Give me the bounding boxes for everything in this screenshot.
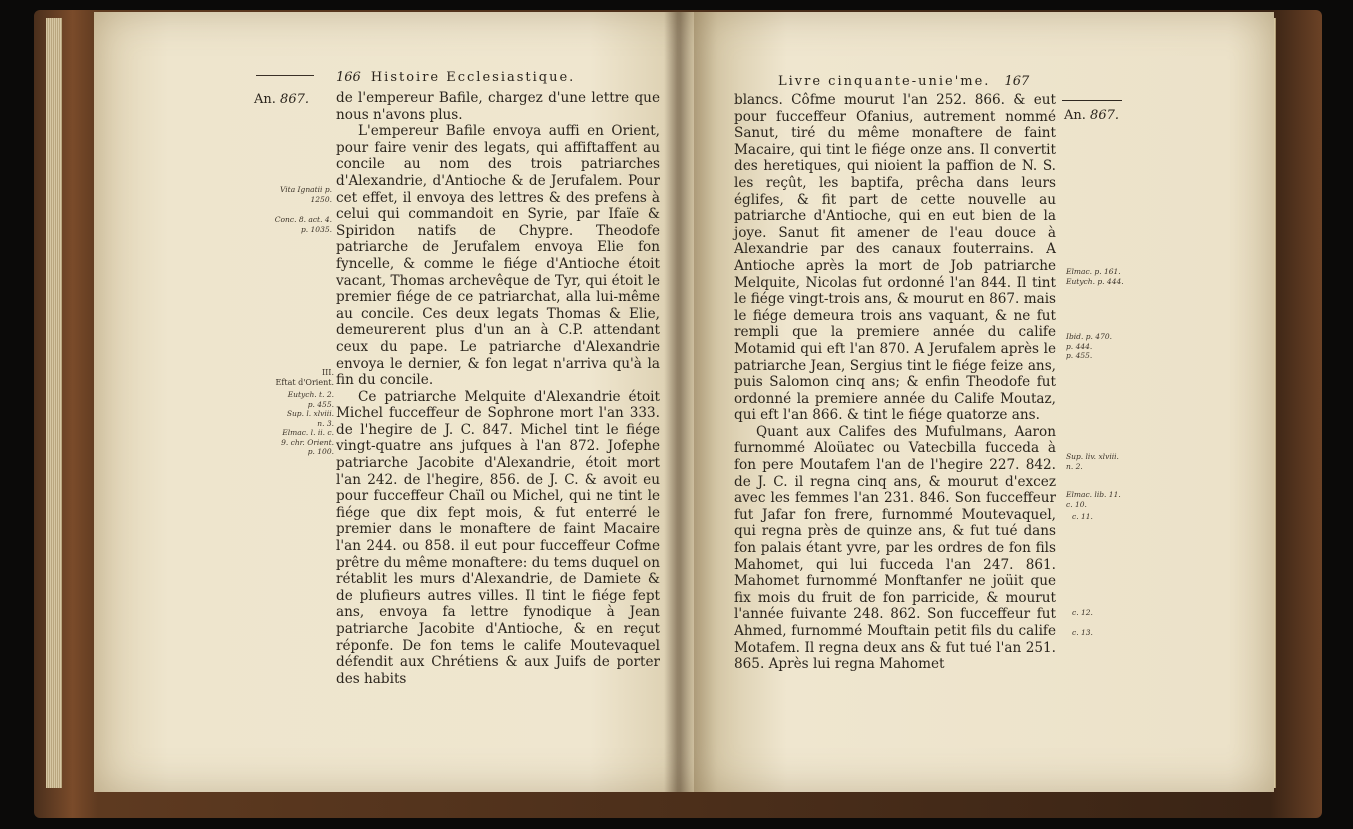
book-gutter [664,12,694,792]
right-paragraph-2: Quant aux Califes des Mufulmans, Aaron furnommé Aloüatec ou Vatecbilla fucceda à fon pere Moutafem l'an de l'hegire 227. 842. de J. C. il regna cinq ans, & mourut d'excez avec les femmes l'an 231. 846. Son fucceffeur fut Jafar fon frere, furnommé Moutevaquel, qui regna près de quinze ans, & fut tué dans fon palais étant yvre, par les ordres de fon fils Mahomet, qui lui fucceda l'an 247. 861. Mahomet furnommé Monftanfer ne joüit que fix mois du fruit de fon parricide, & mourut l'année fuivante 248. 862. Son fucceffeur fut Ahmed, furnommé Mouftain petit fils du calife Motafem. Il regna deux ans & fut tué l'an 251. 865. Après lui regna Mahomet [734,423,1056,673]
left-margin-note-1: Vita Ignatii p. 1250. [280,185,332,204]
right-paragraph-1: blancs. Côfme mourut l'an 252. 866. & eut pour fucceffeur Ofanius, autrement nommé Sanut, tiré du même monaftere de faint Macaire, qui tint le fiége onze ans. Il convertit des heretiques, qui nioient la paffion de N. S. les reçût, les baptifa, prêcha dans leurs églifes, & fit part de cette nouvelle au patriarche d'Antioche, qui en eut bien de la joye. Sanut fit amener de l'eau douce à Alexandrie par des canaux fouterrains. A Antioche après la mort de Job patriarche Melquite, Nicolas fut ordonné l'an 844. Il tint le fiége vingt-trois ans, & mourut en 867. mais le fiége demeura trois ans vaquant, & ne fut rempli que la premiere année du calife Motamid qui eft l'an 870. A Jerufalem après le patriarche Jean, Sergius tint le fiége feize ans, puis Salomon cinq ans; & enfin Theodofe fut ordonné la premiere année du Calife Moutaz, qui eft l'an 866. & tint le fiége quatorze ans. [734,92,1057,424]
right-margin-note-2: Ibid. p. 470. p. 444. p. 455. [1066,332,1112,360]
left-margin-note-2: Conc. 8. act. 4. p. 1035. [274,215,332,234]
left-page-edges [46,18,62,788]
right-page [694,12,1274,792]
left-paragraph-1: de l'empereur Bafile, chargez d'une lettre que nous n'avons plus. [336,90,660,123]
right-running-title: Livre cinquante-unie'me. [778,74,991,89]
left-running-title: Histoire Ecclesiastique. [370,70,576,85]
right-margin-note-3: Sup. liv. xlviii. n. 2. [1066,452,1119,471]
left-year-value: 867. [280,92,309,107]
left-section-notes: Eutych. t. 2. p. 455. Sup. l. xlviii. n. 3. Elmac. l. ii. c. 9. chr. Orient. p. 100. [281,390,334,456]
right-margin-note-5: c. 11. [1072,512,1093,521]
left-year-marker [254,92,309,107]
left-page [94,12,714,792]
right-year-label: An. [1064,108,1086,123]
left-body-text [336,90,660,687]
right-margin-note-1: Elmac. p. 161. Eutych. p. 444. [1066,267,1124,286]
right-margin-note-7: c. 13. [1072,628,1093,637]
right-page-number: 167 [1004,74,1030,89]
right-body-text [734,92,1056,673]
right-year-marker [1064,108,1119,123]
left-paragraph-2: L'empereur Bafile envoya auffi en Orient, pour faire venir des legats, qui affiftaffent au concile au nom des trois patriarches d'Alexandrie, d'Antioche & de Jerufalem. Pour cet effet, il envoya des lettres & des prefens à celui qui commandoit en Syrie, par Ifaïe & Spiridon natifs de Chypre. Theodofe patriarche de Jerufalem envoya Elie fon fyncelle, & comme le fiége d'Antioche étoit vacant, Thomas archevêque de Tyr, qui étoit le premier fiége de ce patriarchat, alla lui-même au concile. Ces deux legats Thomas & Elie, demeurerent plus d'un an à C.P. attendant ceux du pape. Le patriarche d'Alexandrie envoya le dernier, & fon legat n'arriva qu'à la fin du concile. [336,123,660,389]
right-running-head [778,74,1029,89]
section-mark-iii: III. Eftat d'Orient. [275,368,334,387]
right-margin-note-4: Elmac. lib. 11. c. 10. [1066,490,1121,509]
right-margin-note-6: c. 12. [1072,608,1093,617]
left-paragraph-3: Ce patriarche Melquite d'Alexandrie étoit Michel fucceffeur de Sophrone mort l'an 333. de l'hegire de J. C. 847. Michel tint le fiége vingt-quatre ans jufques à l'an 872. Jofephe patriarche Jacobite d'Alexandrie, étoit mort l'an 242. de l'hegire, 856. de J. C. & avoit eu pour fucceffeur Chaïl ou Michel, qui ne tint le fiége que dix fept mois, & fut enterré le premier dans le monaftere de faint Macaire l'an 244. ou 858. il eut pour fucceffeur Cofme prêtre du même monaftere: du tems duquel on rétablit les murs d'Alexandrie, de Damiete & de plufieurs autres villes. Il tint le fiége fept ans, envoya fa lettre fynodique à Jean patriarche Jacobite d'Antioche, & en reçut réponfe. De fon tems le calife Moutevaquel défendit aux Chrétiens & aux Juifs de porter des habits [336,388,660,687]
left-page-number: 166 [336,70,361,85]
right-year-value: 867. [1090,108,1119,123]
left-running-head [336,70,575,85]
right-year-rule [1062,100,1122,101]
left-year-label: An. [254,92,276,107]
left-year-rule [256,75,314,76]
